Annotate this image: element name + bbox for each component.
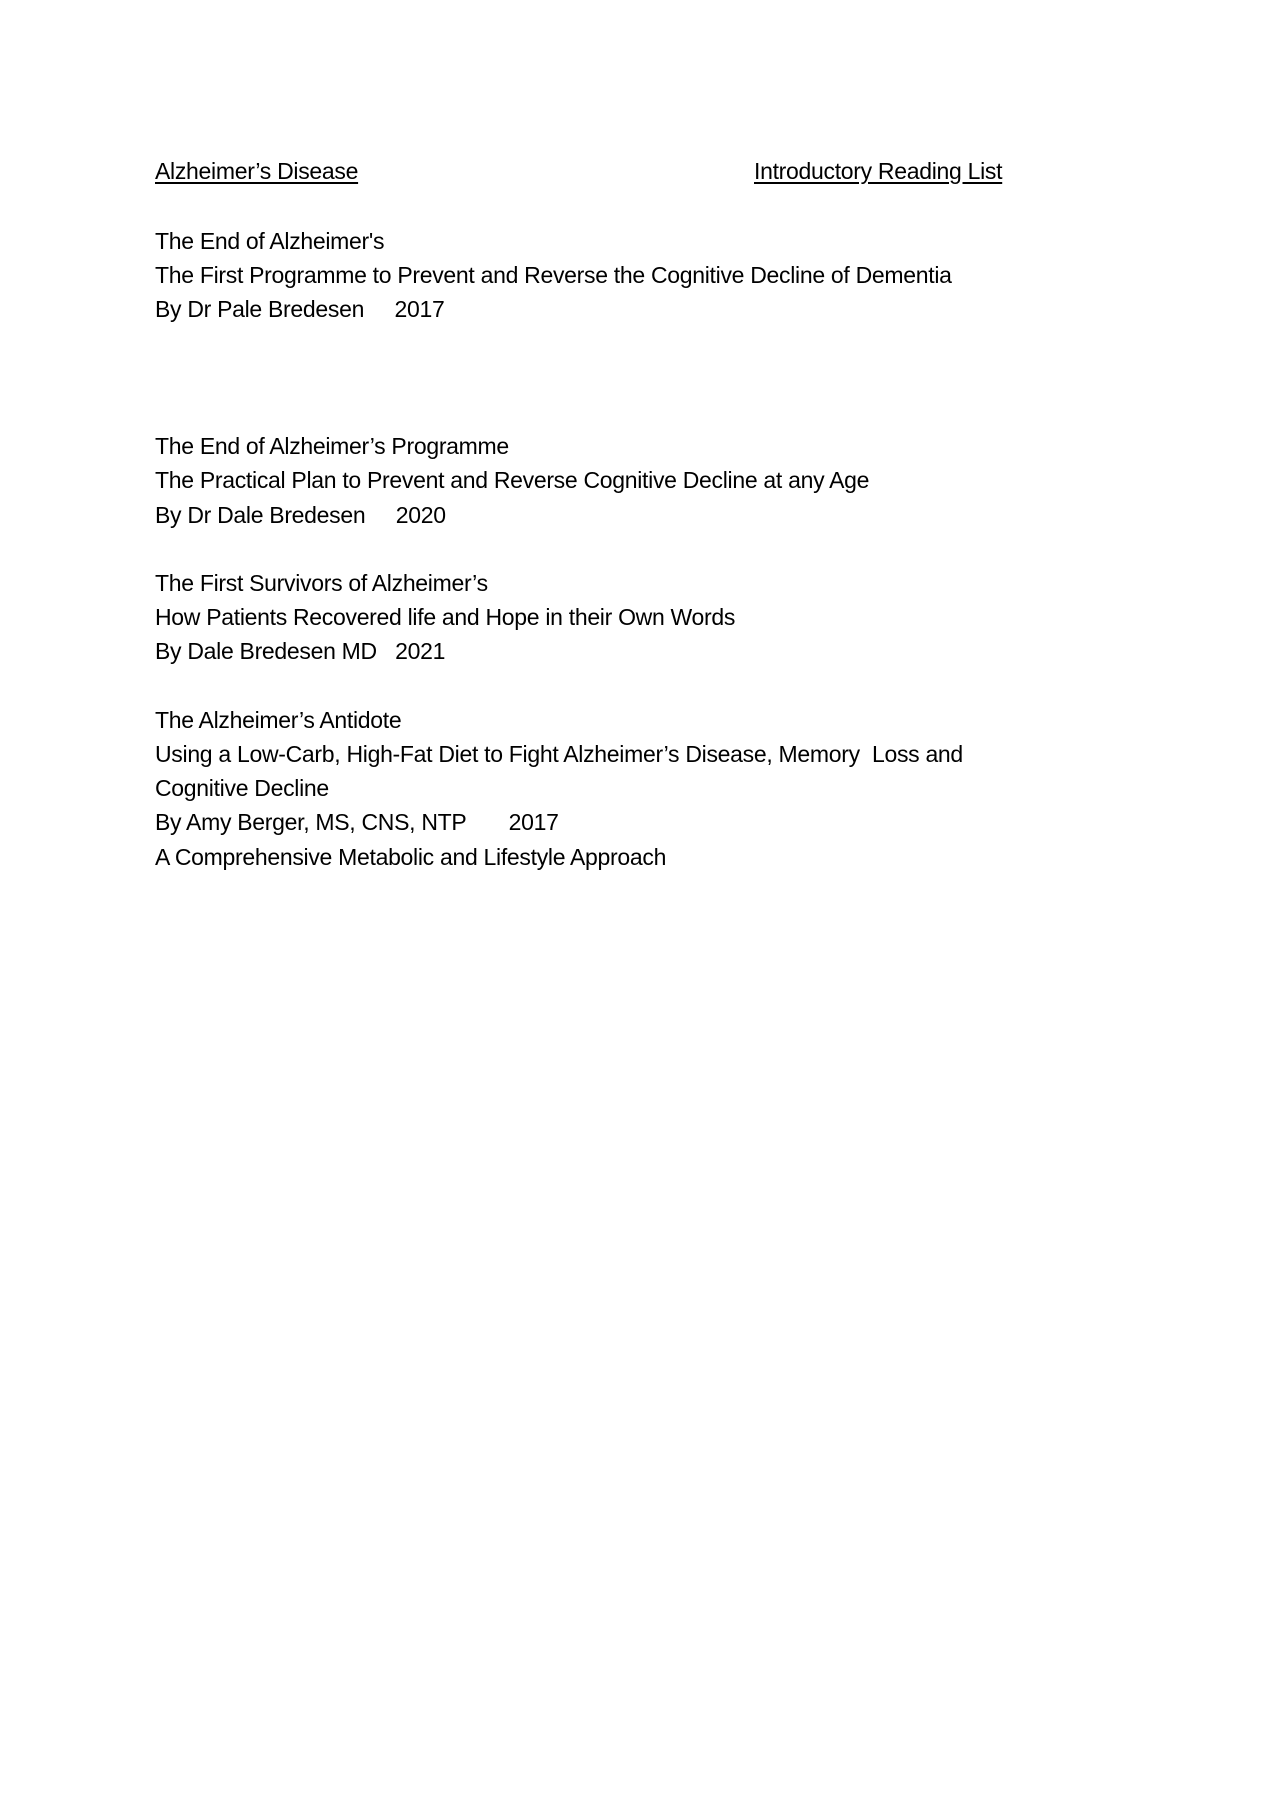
book-byline: By Dr Pale Bredesen 2017: [155, 296, 445, 323]
book-note: A Comprehensive Metabolic and Lifestyle Approach: [155, 843, 667, 870]
book-byline: By Amy Berger, MS, CNS, NTP 2017: [155, 809, 559, 836]
book-subtitle: The Practical Plan to Prevent and Reverse Cognitive Decline at any Age: [155, 467, 870, 494]
book-subtitle-continued: Cognitive Decline: [155, 775, 329, 802]
reading-list: [155, 224, 1155, 874]
book-subtitle: How Patients Recovered life and Hope in their Own Words: [155, 604, 736, 631]
book-entry: [155, 429, 1155, 532]
book-byline: By Dale Bredesen MD 2021: [155, 638, 446, 665]
book-byline: By Dr Dale Bredesen 2020: [155, 501, 446, 528]
book-title: The End of Alzheimer's: [155, 228, 385, 254]
book-title: The End of Alzheimer’s Programme: [155, 433, 509, 460]
book-entry: [155, 566, 1155, 669]
book-subtitle: Using a Low-Carb, High-Fat Diet to Fight Alzheimer’s Disease, Memory Loss and: [155, 741, 963, 767]
spacer: [155, 669, 1155, 703]
book-subtitle: The First Programme to Prevent and Reverse the Cognitive Decline of Dementia: [155, 262, 952, 289]
spacer: [155, 327, 1155, 430]
heading-topic: Alzheimer’s Disease: [155, 158, 359, 184]
book-title: The First Survivors of Alzheimer’s: [155, 570, 488, 596]
heading-list-type: Introductory Reading List: [754, 158, 1003, 184]
spacer: [155, 532, 1155, 566]
book-title: The Alzheimer’s Antidote: [155, 706, 402, 733]
book-entry: [155, 703, 1155, 874]
book-entry: [155, 224, 1155, 327]
